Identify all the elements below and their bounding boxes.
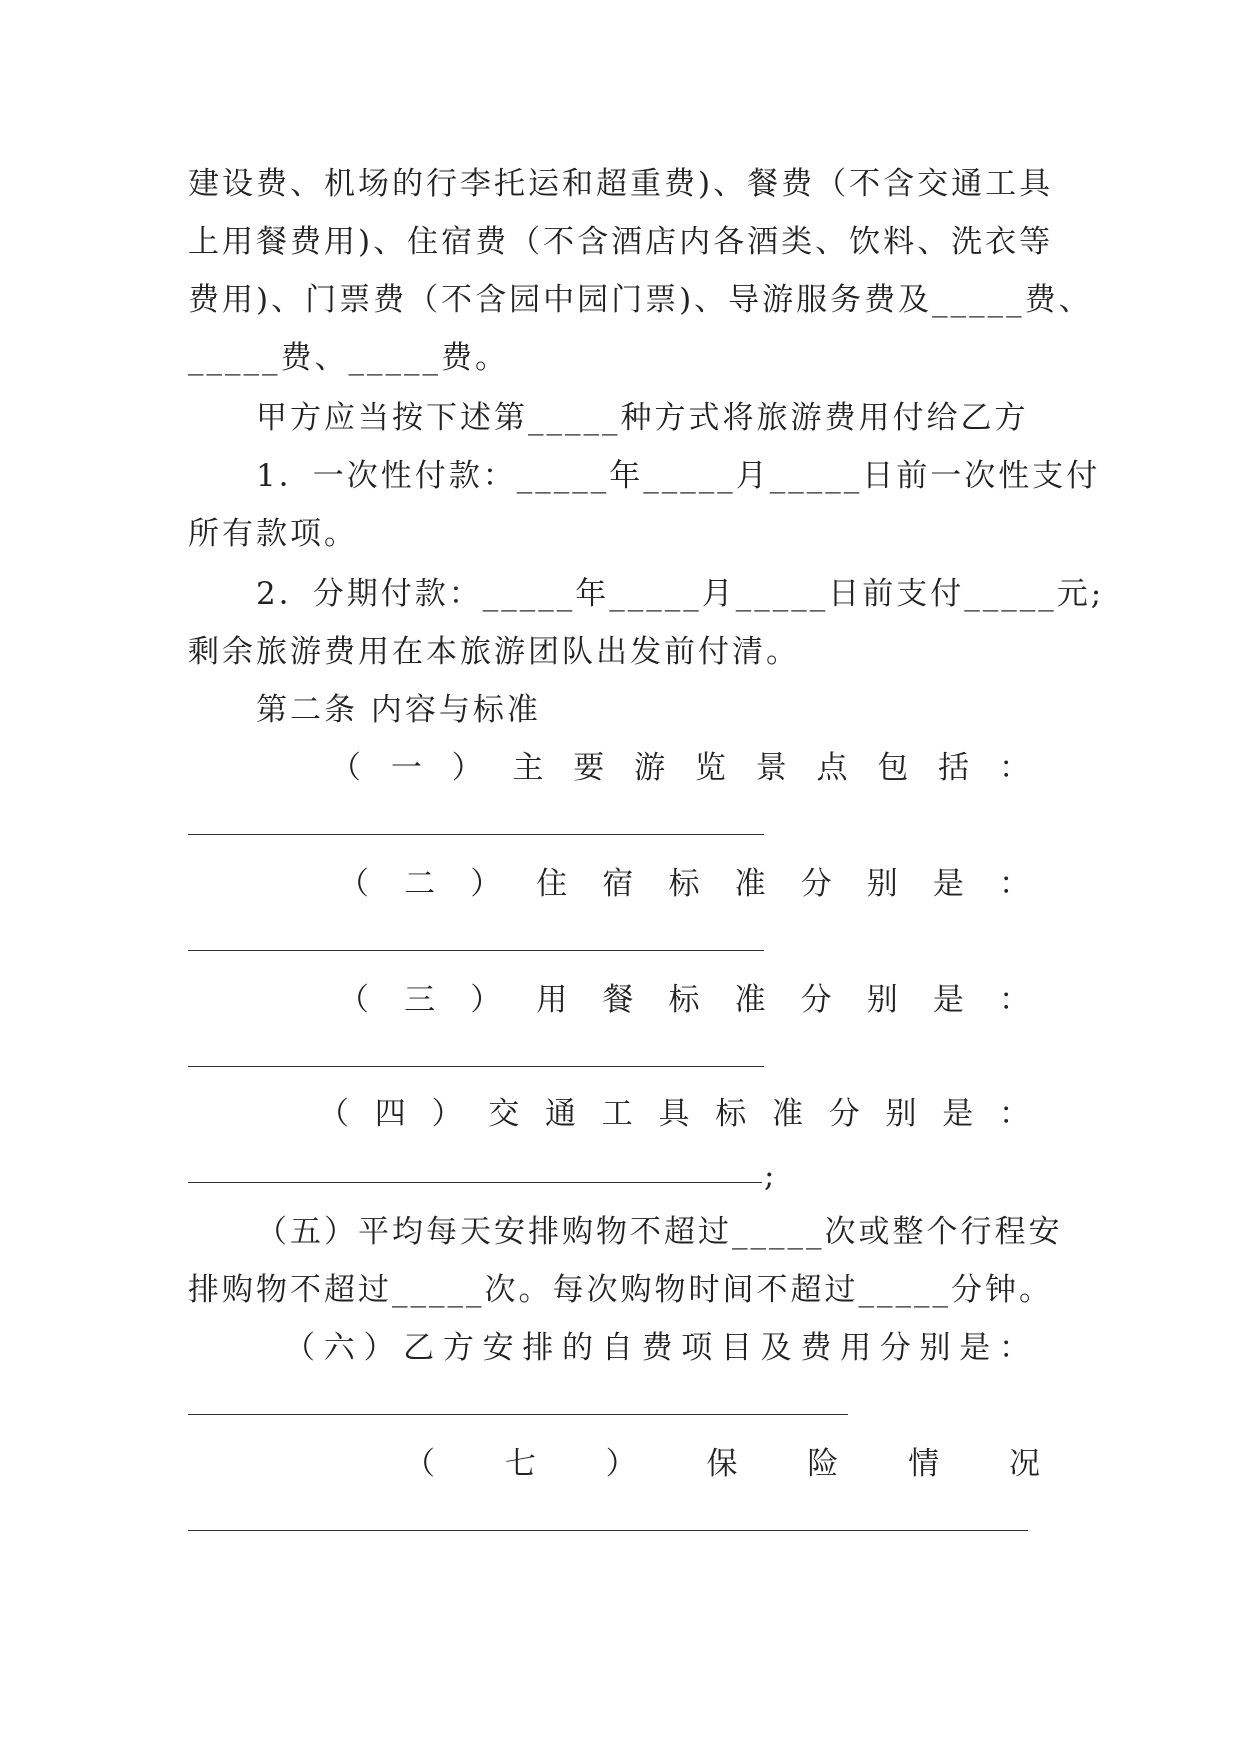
paragraph-line: 剩余旅游费用在本旅游团队出发前付清。 [188, 634, 800, 670]
item-char: 险 [807, 1446, 839, 1482]
item-char: （ [330, 750, 361, 786]
item-char: 工 [601, 1096, 633, 1132]
item-char: 主 [512, 750, 544, 786]
item-char: （ [338, 982, 369, 1018]
item-char: ： [998, 1330, 1030, 1366]
item-char: 标 [715, 1096, 747, 1132]
semicolon: ; [764, 1158, 778, 1194]
article-heading: 第二条 内容与标准 [256, 692, 541, 728]
item-char: ： [998, 982, 1030, 1018]
payment-method-line: 甲方应当按下述第_____种方式将旅游费用付给乙方 [256, 400, 1029, 436]
optional-items-line [284, 1328, 1030, 1368]
item-char: （ [284, 1330, 315, 1366]
item-char: 的 [562, 1330, 594, 1366]
item-char: 六 [323, 1330, 355, 1366]
item-char: 宿 [602, 866, 634, 902]
item-char: （ [404, 1446, 435, 1482]
item-char: 别 [919, 1330, 951, 1366]
fill-blank-line [188, 1414, 848, 1415]
item-char: 准 [734, 982, 766, 1018]
paragraph-line: 上用餐费用)、住宿费（不含酒店内各酒类、饮料、洗衣等 [188, 224, 1054, 260]
item-char: 项 [681, 1330, 713, 1366]
item-char: 及 [760, 1330, 792, 1366]
item-char: 包 [877, 750, 909, 786]
item-char: 别 [866, 866, 898, 902]
item-char: 具 [658, 1096, 690, 1132]
item-char: 安 [482, 1330, 514, 1366]
item-char: （ [318, 1096, 349, 1132]
item-char: 餐 [602, 982, 634, 1018]
item-char: 分 [828, 1096, 860, 1132]
item-char: （ [338, 866, 369, 902]
item-char: 情 [908, 1446, 940, 1482]
paragraph-line: 所有款项。 [188, 516, 358, 552]
item-char: 点 [816, 750, 848, 786]
item-char: 费 [641, 1330, 673, 1366]
item-char: ） [470, 866, 502, 902]
item-char: 览 [694, 750, 726, 786]
fill-blank-line [188, 1182, 762, 1183]
item-char: 要 [573, 750, 605, 786]
item-char: 别 [866, 982, 898, 1018]
item-char: 住 [536, 866, 568, 902]
item-char: ） [470, 982, 502, 1018]
item-char: 分 [800, 866, 832, 902]
item-char: 一 [390, 750, 422, 786]
item-char: 交 [488, 1096, 520, 1132]
item-char: 准 [772, 1096, 803, 1132]
item-char: 二 [404, 866, 436, 902]
item-char: 费 [800, 1330, 832, 1366]
item-char: 方 [442, 1330, 474, 1366]
item-char: 况 [1008, 1446, 1040, 1482]
fill-blank-line [188, 834, 764, 835]
fill-blank-line [188, 950, 764, 951]
paragraph-line: _____费、_____费。 [188, 340, 509, 376]
item-char: 是 [942, 1096, 974, 1132]
item-char: ： [998, 866, 1030, 902]
item-char: 目 [720, 1330, 752, 1366]
item-char: 别 [885, 1096, 917, 1132]
scenic-spots-item [330, 748, 1030, 788]
item-char: 乙 [403, 1330, 435, 1366]
item-char: 标 [668, 866, 700, 902]
item-char: 是 [959, 1330, 991, 1366]
fill-blank-line [188, 1066, 764, 1067]
item-char: 保 [706, 1446, 738, 1482]
item-char: 是 [932, 866, 964, 902]
item-char: ） [431, 1096, 463, 1132]
transport-standard-item [318, 1094, 1030, 1134]
item-char: 七 [504, 1446, 536, 1482]
insurance-item [404, 1444, 1040, 1484]
shopping-arrangement-line: （五）平均每天安排购物不超过_____次或整个行程安 [256, 1214, 1063, 1250]
item-char: ） [451, 750, 483, 786]
item-char: 排 [522, 1330, 554, 1366]
item-char: 用 [840, 1330, 872, 1366]
lump-sum-payment-line: 1．一次性付款：_____年_____月_____日前一次性支付 [256, 458, 1101, 494]
item-char: ） [363, 1330, 395, 1366]
item-char: 分 [879, 1330, 911, 1366]
item-char: 标 [668, 982, 700, 1018]
item-char: 游 [634, 750, 666, 786]
item-char: ： [998, 750, 1030, 786]
item-char: 用 [536, 982, 568, 1018]
meal-standard-item [338, 980, 1030, 1020]
fill-blank-line [188, 1530, 1028, 1531]
accommodation-standard-item [338, 864, 1030, 904]
item-char: 三 [404, 982, 436, 1018]
item-char: 是 [932, 982, 964, 1018]
item-char: 景 [755, 750, 787, 786]
paragraph-line: 建设费、机场的行李托运和超重费)、餐费（不含交通工具 [188, 166, 1054, 202]
item-char: 四 [374, 1096, 406, 1132]
paragraph-line: 排购物不超过_____次。每次购物时间不超过_____分钟。 [188, 1272, 1053, 1308]
item-char: 括 [938, 750, 970, 786]
item-char: 自 [601, 1330, 633, 1366]
item-char: ） [605, 1446, 637, 1482]
installment-payment-line: 2．分期付款：_____年_____月_____日前支付_____元; [256, 576, 1105, 612]
item-char: 分 [800, 982, 832, 1018]
item-char: 准 [734, 866, 766, 902]
item-char: ： [999, 1096, 1030, 1132]
paragraph-line: 费用)、门票费（不含园中园门票)、导游服务费及_____费、 [188, 282, 1093, 318]
item-char: 通 [545, 1096, 576, 1132]
